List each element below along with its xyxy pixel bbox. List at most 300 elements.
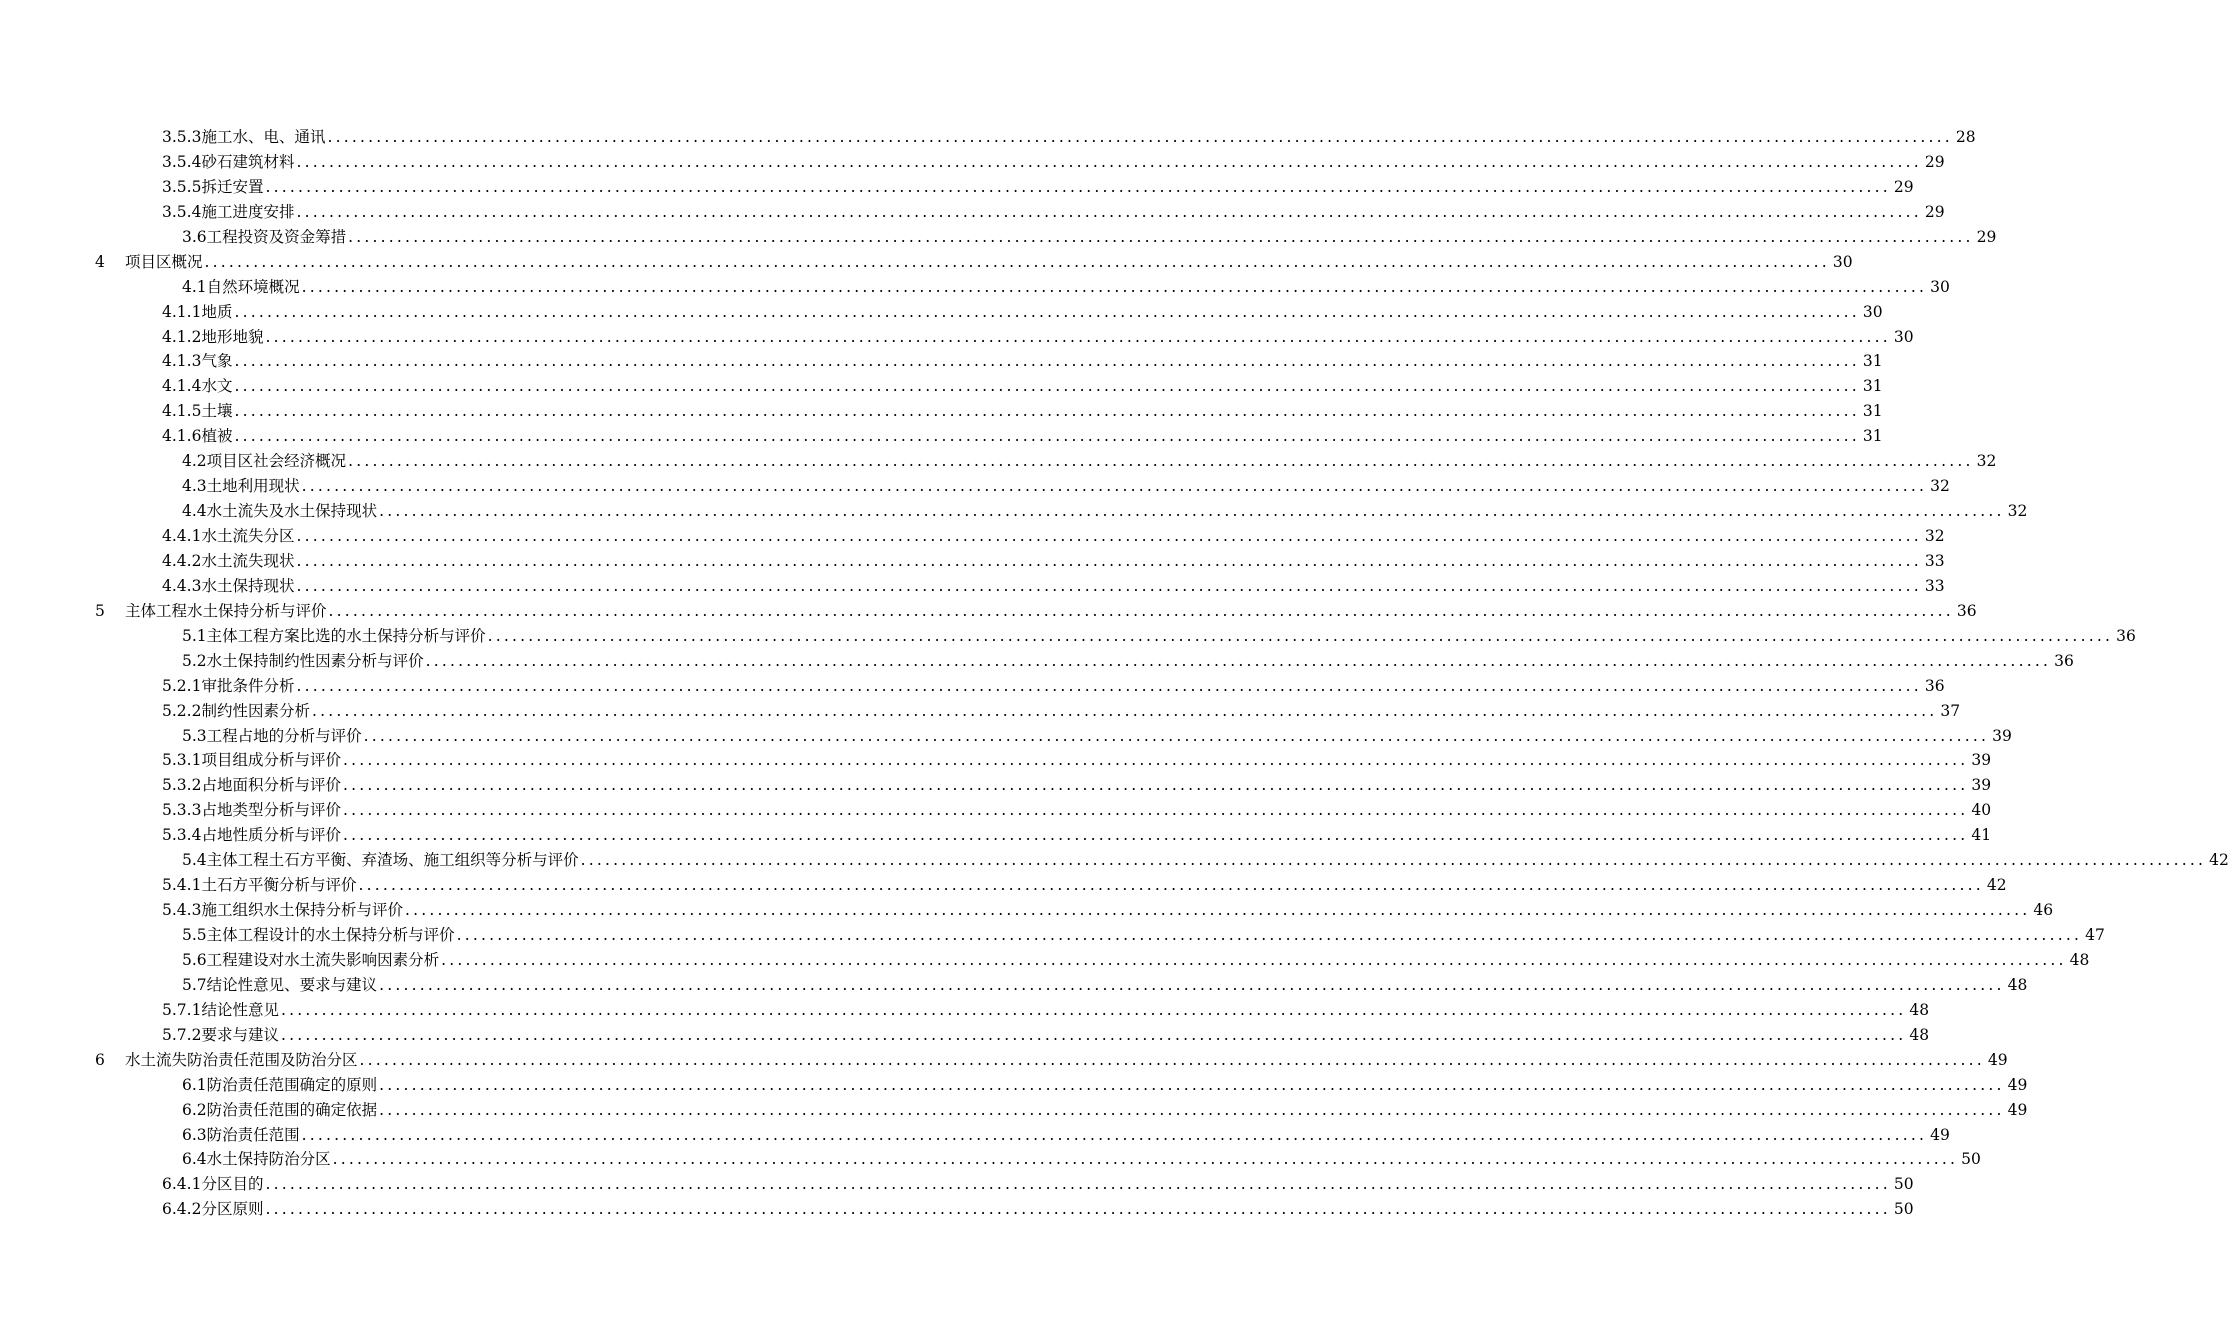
toc-entry-title: 植被 — [201, 427, 233, 446]
toc-entry[interactable] — [0, 624, 2136, 649]
toc-entry-number: 4.1.4 — [162, 377, 202, 396]
toc-page-number: 33 — [1924, 576, 1945, 595]
toc-entry[interactable] — [0, 524, 1945, 549]
toc-dot-leader: ........................................................................................................................................................................................................ — [379, 1075, 2005, 1094]
toc-dot-leader: ........................................................................................................................................................................................................ — [348, 227, 1974, 246]
toc-entry[interactable] — [0, 225, 1997, 250]
toc-entry-text — [182, 948, 439, 973]
toc-entry-title: 水土流失现状 — [201, 551, 295, 570]
toc-page-number: 48 — [2069, 950, 2090, 969]
toc-entry-title: 水土流失分区 — [201, 527, 295, 545]
toc-entry-text — [162, 200, 294, 225]
toc-page-number: 39 — [1971, 776, 1992, 795]
toc-dot-leader: ........................................................................................................................................................................................................ — [487, 626, 2114, 645]
toc-page-number: 40 — [1971, 801, 1992, 820]
toc-dot-leader: ........................................................................................................................................................................................................ — [265, 1175, 1891, 1194]
toc-entry[interactable] — [0, 823, 1992, 848]
toc-entry[interactable] — [0, 574, 1945, 599]
toc-entry[interactable] — [0, 300, 1883, 325]
toc-entry-title: 分区目的 — [201, 1175, 264, 1194]
toc-entry-line — [182, 1098, 2028, 1123]
toc-entry-title: 工程建设对水土流失影响因素分析 — [206, 950, 440, 969]
toc-entry-number: 4.4 — [182, 502, 207, 521]
toc-entry-text — [162, 1197, 263, 1222]
toc-dot-leader: ........................................................................................................................................................................................................ — [363, 726, 1990, 745]
toc-entry-number: 6.4.2 — [162, 1200, 202, 1219]
toc-dot-leader: ........................................................................................................................................................................................................ — [234, 427, 1860, 446]
toc-dot-leader: ........................................................................................................................................................................................................ — [296, 202, 1922, 221]
toc-entry-title: 防治责任范围的确定依据 — [206, 1100, 378, 1119]
toc-dot-leader: ........................................................................................................................................................................................................ — [328, 601, 1954, 620]
toc-page-number: 32 — [1924, 527, 1945, 545]
toc-dot-leader: ........................................................................................................................................................................................................ — [379, 975, 2005, 994]
toc-entry[interactable] — [0, 873, 2007, 898]
toc-page-number: 33 — [1924, 551, 1945, 570]
toc-entry[interactable] — [0, 449, 1997, 474]
toc-entry-number: 5.3.1 — [162, 751, 202, 770]
toc-entry-title: 结论性意见、要求与建议 — [206, 975, 378, 994]
toc-page-number: 48 — [1909, 1000, 1930, 1019]
toc-dot-leader: ........................................................................................................................................................................................................ — [379, 502, 2005, 521]
toc-entry[interactable] — [0, 848, 2229, 873]
toc-entry-title: 分区原则 — [201, 1200, 264, 1219]
toc-entry-line — [162, 699, 1961, 724]
toc-entry-title: 水土保持现状 — [201, 576, 295, 595]
toc-page-number: 42 — [2209, 851, 2229, 870]
toc-page-number: 49 — [2007, 1075, 2028, 1094]
toc-page-number: 49 — [1930, 1125, 1950, 1144]
toc-entry-text — [182, 724, 362, 749]
toc-entry-line — [162, 175, 1914, 200]
toc-dot-leader: ........................................................................................................................................................................................................ — [234, 352, 1860, 371]
toc-dot-leader: ........................................................................................................................................................................................................ — [296, 527, 1922, 545]
toc-page-number: 49 — [2007, 1100, 2028, 1119]
toc-entry-text — [162, 549, 294, 574]
toc-entry-line — [162, 898, 2054, 923]
toc-page-number: 31 — [1862, 352, 1883, 371]
toc-entry[interactable] — [0, 1023, 1930, 1048]
toc-page-number: 37 — [1940, 701, 1961, 720]
toc-entry-number: 5.1 — [182, 626, 207, 645]
toc-dot-leader: ........................................................................................................................................................................................................ — [296, 576, 1922, 595]
toc-entry-number: 4.4.3 — [162, 576, 202, 595]
toc-dot-leader: ........................................................................................................................................................................................................ — [342, 776, 1969, 795]
toc-entry-title: 项目组成分析与评价 — [201, 751, 341, 770]
toc-entry-line — [182, 474, 1950, 499]
toc-entry-line — [182, 499, 2028, 524]
toc-entry-text — [162, 325, 263, 350]
toc-entry-number: 6.4.1 — [162, 1175, 202, 1194]
toc-entry[interactable] — [0, 674, 1945, 699]
toc-entry-line — [162, 549, 1945, 574]
toc-entry[interactable] — [0, 175, 1914, 200]
toc-dot-leader: ........................................................................................................................................................................................................ — [234, 377, 1860, 396]
toc-entry-text — [162, 798, 341, 823]
toc-dot-leader: ........................................................................................................................................................................................................ — [379, 1100, 2005, 1119]
toc-dot-leader: ........................................................................................................................................................................................................ — [204, 252, 1830, 271]
toc-entry-text — [162, 399, 232, 424]
toc-page-number: 50 — [1893, 1200, 1914, 1219]
toc-page-number: 36 — [1924, 676, 1945, 695]
toc-entry-title: 水土保持制约性因素分析与评价 — [206, 651, 424, 670]
toc-page-number: 39 — [1971, 751, 1992, 770]
toc-entry[interactable] — [0, 748, 1992, 773]
toc-entry-number: 6.4 — [182, 1150, 207, 1169]
toc-entry-line — [162, 674, 1945, 699]
toc-entry-text — [162, 150, 294, 175]
toc-dot-leader: ........................................................................................................................................................................................................ — [311, 701, 1938, 720]
toc-entry[interactable] — [0, 150, 1945, 175]
toc-entry-text — [182, 474, 300, 499]
toc-entry-line — [125, 599, 1977, 624]
toc-entry-title: 结论性意见 — [201, 1000, 279, 1019]
toc-entry-text — [162, 1172, 263, 1197]
toc-dot-leader: ........................................................................................................................................................................................................ — [332, 1150, 1959, 1169]
toc-entry-text — [162, 998, 279, 1023]
toc-entry-title: 主体工程方案比选的水土保持分析与评价 — [206, 626, 486, 645]
toc-entry[interactable] — [0, 1197, 1914, 1222]
toc-dot-leader: ........................................................................................................................................................................................................ — [301, 1125, 1928, 1144]
toc-entry-number: 3.5.4 — [162, 202, 202, 221]
toc-entry-title: 制约性因素分析 — [201, 701, 310, 720]
toc-page-number: 47 — [2085, 926, 2105, 944]
toc-entry[interactable] — [0, 649, 2074, 674]
toc-entry-line — [162, 349, 1883, 374]
toc-dot-leader: ........................................................................................................................................................................................................ — [301, 477, 1928, 496]
toc-entry-title: 防治责任范围 — [206, 1125, 300, 1144]
toc-entry-title: 项目区社会经济概况 — [206, 452, 347, 471]
toc-entry-text — [162, 175, 263, 200]
toc-page-number: 36 — [2116, 626, 2136, 645]
toc-entry-line — [162, 200, 1945, 225]
toc-entry-number: 4.4.2 — [162, 551, 202, 570]
toc-entry-text — [162, 699, 310, 724]
toc-dot-leader: ........................................................................................................................................................................................................ — [342, 801, 1969, 820]
toc-entry-title: 施工进度安排 — [201, 202, 295, 221]
toc-entry-number: 6.3 — [182, 1125, 207, 1144]
toc-page-number: 42 — [1986, 876, 2007, 895]
toc-entry[interactable] — [0, 948, 2090, 973]
toc-entry-number: 4.4.1 — [162, 527, 202, 545]
toc-entry-line — [182, 624, 2136, 649]
toc-entry-title: 占地性质分析与评价 — [201, 826, 341, 845]
toc-entry-line — [182, 923, 2105, 948]
toc-entry[interactable] — [0, 474, 1950, 499]
toc-entry-line — [162, 748, 1992, 773]
toc-entry-number: 5.4.3 — [162, 901, 202, 920]
toc-entry-number: 5.3 — [182, 726, 207, 745]
toc-page-number: 32 — [1930, 477, 1950, 496]
toc-entry-number: 5.5 — [182, 926, 207, 944]
toc-entry[interactable] — [0, 549, 1945, 574]
toc-entry-title: 主体工程土石方平衡、弃渣场、施工组织等分析与评价 — [206, 851, 579, 870]
toc-page-number: 36 — [1956, 601, 1977, 620]
toc-entry-text — [182, 225, 346, 250]
toc-entry-number: 4.1 — [182, 277, 207, 296]
toc-entry-text — [125, 599, 327, 624]
toc-entry[interactable] — [0, 1147, 1981, 1172]
toc-chapter-number: 4 — [95, 252, 105, 271]
toc-dot-leader: ........................................................................................................................................................................................................ — [456, 926, 2083, 944]
toc-page-number: 50 — [1961, 1150, 1981, 1169]
toc-entry-title: 砂石建筑材料 — [201, 152, 295, 171]
toc-entry-title: 主体工程水土保持分析与评价 — [125, 601, 327, 620]
toc-entry-line — [162, 424, 1883, 449]
toc-entry-title: 项目区概况 — [125, 252, 203, 271]
toc-dot-leader: ........................................................................................................................................................................................................ — [327, 128, 1953, 146]
toc-entry-text — [182, 1073, 377, 1098]
toc-entry-text — [162, 823, 341, 848]
toc-entry-text — [182, 923, 455, 948]
toc-entry-line — [162, 798, 1992, 823]
toc-entry-line — [182, 848, 2229, 873]
toc-entry[interactable] — [0, 1098, 2028, 1123]
toc-entry-title: 施工水、电、通讯 — [201, 128, 326, 146]
toc-page-number: 30 — [1930, 277, 1950, 296]
toc-entry-line — [162, 998, 1930, 1023]
toc-dot-leader: ........................................................................................................................................................................................................ — [234, 402, 1860, 421]
toc-entry-text — [162, 574, 294, 599]
toc-page-number: 30 — [1832, 252, 1853, 271]
toc-page-number: 30 — [1893, 327, 1914, 346]
toc-dot-leader: ........................................................................................................................................................................................................ — [342, 826, 1969, 845]
table-of-contents — [0, 125, 2229, 1222]
toc-dot-leader: ........................................................................................................................................................................................................ — [404, 901, 2031, 920]
toc-entry-text — [162, 374, 232, 399]
toc-entry-title: 施工组织水土保持分析与评价 — [201, 901, 403, 920]
toc-entry-line — [162, 524, 1945, 549]
toc-entry-text — [162, 524, 294, 549]
toc-dot-leader: ........................................................................................................................................................................................................ — [580, 851, 2207, 870]
toc-entry-number: 4.1.3 — [162, 352, 202, 371]
toc-page-number: 49 — [1987, 1050, 2008, 1069]
toc-entry-title: 拆迁安置 — [201, 177, 264, 196]
toc-entry-line — [182, 724, 2012, 749]
toc-entry-title: 土壤 — [201, 402, 233, 421]
toc-entry-text — [182, 973, 377, 998]
toc-page-number: 50 — [1893, 1175, 1914, 1194]
toc-entry[interactable] — [0, 1073, 2028, 1098]
toc-entry[interactable] — [0, 250, 1853, 275]
toc-entry-text — [162, 125, 325, 150]
toc-dot-leader: ........................................................................................................................................................................................................ — [425, 651, 2052, 670]
toc-entry[interactable] — [0, 898, 2054, 923]
toc-dot-leader: ........................................................................................................................................................................................................ — [342, 751, 1969, 770]
toc-dot-leader: ........................................................................................................................................................................................................ — [280, 1025, 1907, 1044]
toc-entry-number: 4.1.5 — [162, 402, 202, 421]
toc-entry-title: 土石方平衡分析与评价 — [201, 876, 357, 895]
toc-page-number: 30 — [1862, 302, 1883, 321]
toc-entry[interactable] — [0, 1048, 2008, 1073]
toc-entry[interactable] — [0, 998, 1930, 1023]
toc-dot-leader: ........................................................................................................................................................................................................ — [358, 876, 1984, 895]
toc-entry-text — [182, 1123, 300, 1148]
toc-entry-number: 4.1.6 — [162, 427, 202, 446]
toc-page-number: 48 — [2007, 975, 2028, 994]
toc-entry-number: 5.2.1 — [162, 676, 202, 695]
toc-dot-leader: ........................................................................................................................................................................................................ — [441, 950, 2067, 969]
toc-entry-text — [182, 499, 377, 524]
toc-chapter-number: 5 — [95, 601, 105, 620]
toc-entry-number: 4.1.2 — [162, 327, 202, 346]
toc-entry-text — [162, 300, 232, 325]
toc-entry-line — [182, 1147, 1981, 1172]
toc-entry-number: 6.2 — [182, 1100, 207, 1119]
toc-entry-line — [162, 1172, 1914, 1197]
toc-entry-text — [162, 674, 294, 699]
toc-entry[interactable] — [0, 125, 1976, 150]
toc-entry[interactable] — [0, 699, 1961, 724]
toc-page-number: 28 — [1955, 128, 1976, 146]
toc-dot-leader: ........................................................................................................................................................................................................ — [359, 1050, 1985, 1069]
toc-entry-text — [182, 275, 300, 300]
toc-dot-leader: ........................................................................................................................................................................................................ — [234, 302, 1860, 321]
toc-entry[interactable] — [0, 374, 1883, 399]
toc-entry-line — [162, 399, 1883, 424]
toc-entry-title: 防治责任范围确定的原则 — [206, 1075, 378, 1094]
toc-dot-leader: ........................................................................................................................................................................................................ — [265, 177, 1891, 196]
toc-entry-line — [182, 1073, 2028, 1098]
toc-entry[interactable] — [0, 973, 2028, 998]
toc-entry-title: 自然环境概况 — [206, 277, 300, 296]
toc-entry-title: 占地类型分析与评价 — [201, 801, 341, 820]
toc-chapter-number: 6 — [95, 1050, 105, 1069]
toc-entry-number: 4.2 — [182, 452, 207, 471]
toc-entry-line — [162, 325, 1914, 350]
toc-entry[interactable] — [0, 499, 2028, 524]
toc-entry[interactable] — [0, 275, 1950, 300]
toc-entry-number: 5.2.2 — [162, 701, 202, 720]
toc-page-number: 31 — [1862, 427, 1883, 446]
toc-entry-text — [162, 748, 341, 773]
toc-dot-leader: ........................................................................................................................................................................................................ — [296, 676, 1922, 695]
toc-entry-line — [162, 1023, 1930, 1048]
toc-entry-text — [162, 773, 341, 798]
toc-entry-title: 审批条件分析 — [201, 676, 295, 695]
toc-entry-text — [162, 898, 403, 923]
toc-entry-number: 5.4.1 — [162, 876, 202, 895]
toc-entry[interactable] — [0, 1172, 1914, 1197]
toc-entry[interactable] — [0, 399, 1883, 424]
toc-entry[interactable] — [0, 200, 1945, 225]
toc-entry-text — [162, 873, 356, 898]
toc-entry-line — [162, 150, 1945, 175]
toc-entry[interactable] — [0, 424, 1883, 449]
toc-entry[interactable] — [0, 325, 1914, 350]
toc-entry-text — [162, 424, 232, 449]
toc-entry-number: 4.3 — [182, 477, 207, 496]
toc-entry-line — [162, 125, 1976, 150]
toc-entry-text — [182, 848, 579, 873]
toc-entry-title: 气象 — [201, 352, 233, 371]
toc-entry-line — [162, 873, 2007, 898]
toc-entry-line — [182, 275, 1950, 300]
toc-entry-number: 3.5.3 — [162, 128, 202, 146]
toc-entry-text — [162, 349, 232, 374]
toc-page-number: 48 — [1909, 1025, 1930, 1044]
toc-entry-line — [162, 300, 1883, 325]
toc-entry-title: 工程占地的分析与评价 — [206, 726, 362, 745]
toc-entry[interactable] — [0, 798, 1992, 823]
toc-entry-number: 5.6 — [182, 950, 207, 969]
toc-entry-text — [182, 449, 346, 474]
toc-entry-number: 5.3.4 — [162, 826, 202, 845]
toc-entry-line — [182, 948, 2090, 973]
toc-page-number: 29 — [1976, 227, 1997, 246]
toc-entry[interactable] — [0, 1123, 1950, 1148]
toc-entry-number: 5.3.3 — [162, 801, 202, 820]
toc-entry-line — [162, 823, 1992, 848]
toc-entry-text — [162, 1023, 279, 1048]
toc-dot-leader: ........................................................................................................................................................................................................ — [348, 452, 1974, 471]
toc-entry-line — [182, 225, 1997, 250]
toc-page-number: 29 — [1924, 152, 1945, 171]
toc-entry-text — [125, 250, 203, 275]
toc-entry-text — [125, 1048, 358, 1073]
toc-dot-leader: ........................................................................................................................................................................................................ — [280, 1000, 1907, 1019]
toc-entry-title: 要求与建议 — [201, 1025, 279, 1044]
toc-page-number: 31 — [1862, 402, 1883, 421]
toc-entry-number: 5.7.2 — [162, 1025, 202, 1044]
toc-entry[interactable] — [0, 349, 1883, 374]
toc-entry-title: 土地利用现状 — [206, 477, 300, 496]
toc-page-number: 39 — [1992, 726, 2012, 745]
toc-entry-number: 6.1 — [182, 1075, 207, 1094]
toc-entry-line — [162, 574, 1945, 599]
toc-entry-title: 占地面积分析与评价 — [201, 776, 341, 795]
toc-dot-leader: ........................................................................................................................................................................................................ — [265, 327, 1891, 346]
toc-entry-title: 水文 — [201, 377, 233, 396]
toc-entry-text — [182, 649, 424, 674]
toc-entry-line — [125, 1048, 2008, 1073]
toc-page-number: 41 — [1971, 826, 1992, 845]
toc-page-number: 29 — [1924, 202, 1945, 221]
toc-entry[interactable] — [0, 724, 2012, 749]
toc-entry-line — [162, 773, 1992, 798]
toc-entry-line — [125, 250, 1853, 275]
toc-dot-leader: ........................................................................................................................................................................................................ — [301, 277, 1928, 296]
toc-page-number: 46 — [2033, 901, 2054, 920]
toc-entry[interactable] — [0, 773, 1992, 798]
toc-entry[interactable] — [0, 599, 1977, 624]
toc-entry-title: 水土流失防治责任范围及防治分区 — [125, 1050, 358, 1069]
toc-page-number: 32 — [1976, 452, 1997, 471]
toc-entry-title: 主体工程设计的水土保持分析与评价 — [206, 926, 455, 944]
toc-page-number: 29 — [1893, 177, 1914, 196]
toc-entry-number: 5.2 — [182, 651, 207, 670]
toc-page-number: 36 — [2054, 651, 2074, 670]
toc-entry-number: 3.5.5 — [162, 177, 202, 196]
toc-entry-text — [182, 1147, 331, 1172]
toc-entry-number: 3.6 — [182, 227, 207, 246]
toc-entry-number: 5.3.2 — [162, 776, 202, 795]
toc-entry-title: 地形地貌 — [201, 327, 264, 346]
toc-page-number: 31 — [1862, 377, 1883, 396]
toc-dot-leader: ........................................................................................................................................................................................................ — [296, 551, 1922, 570]
toc-entry-title: 工程投资及资金筹措 — [206, 227, 347, 246]
toc-entry[interactable] — [0, 923, 2105, 948]
toc-dot-leader: ........................................................................................................................................................................................................ — [296, 152, 1922, 171]
toc-dot-leader: ........................................................................................................................................................................................................ — [265, 1200, 1891, 1219]
toc-entry-line — [182, 449, 1997, 474]
toc-entry-title: 水土保持防治分区 — [206, 1150, 331, 1169]
toc-entry-text — [182, 1098, 377, 1123]
toc-entry-number: 4.1.1 — [162, 302, 202, 321]
toc-entry-line — [182, 973, 2028, 998]
toc-entry-line — [182, 1123, 1950, 1148]
toc-entry-line — [182, 649, 2074, 674]
toc-entry-title: 地质 — [201, 302, 233, 321]
